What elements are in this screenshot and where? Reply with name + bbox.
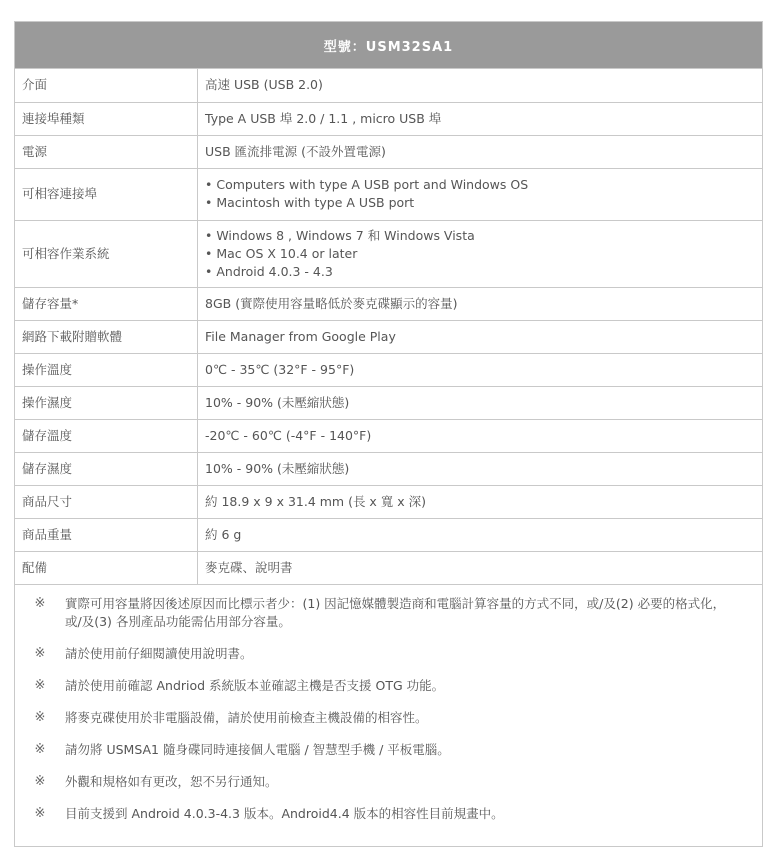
note-text: 目前支援到 Android 4.0.3-4.3 版本。Android4.4 版本的相容性目前規畫中。 (65, 805, 504, 821)
note-text: 請勿將 USMSA1 隨身碟同時連接個人電腦 / 智慧型手機 / 平板電腦。 (65, 741, 450, 757)
note-text: 請於使用前確認 Andriod 系統版本並確認主機是否支援 OTG 功能。 (65, 677, 445, 693)
note-text: 請於使用前仔細閱讀使用說明書。 (65, 645, 253, 661)
spec-row-interface (15, 69, 762, 102)
spec-value (198, 220, 763, 287)
spec-value: 約 6 g (198, 518, 763, 551)
note-item (15, 645, 762, 663)
spec-row-compatible-os (15, 220, 762, 287)
spec-value: USB 匯流排電源 (不設外置電源) (198, 135, 763, 168)
spec-label: 儲存濕度 (15, 452, 198, 485)
spec-label: 商品尺寸 (15, 485, 198, 518)
spec-value: -20℃ - 60℃ (-4°F - 140°F) (198, 419, 763, 452)
bullet-item: • Android 4.0.3 - 4.3 (205, 263, 333, 279)
spec-value: 高速 USB (USB 2.0) (198, 69, 763, 102)
spec-row-operating-humidity (15, 386, 762, 419)
spec-row-storage-humidity (15, 452, 762, 485)
spec-row-storage-temp (15, 419, 762, 452)
spec-value (198, 168, 763, 220)
bullet-item: • Computers with type A USB port and Windows OS (205, 177, 529, 192)
spec-label: 介面 (15, 69, 198, 102)
spec-label: 電源 (15, 135, 198, 168)
spec-sheet (14, 21, 763, 847)
bullet-item: • Mac OS X 10.4 or later (205, 245, 358, 261)
spec-value: 10% - 90% (未壓縮狀態) (198, 452, 763, 485)
note-item (15, 773, 762, 791)
note-item (15, 709, 762, 727)
note-item (15, 805, 762, 823)
reference-mark-icon: ※ (34, 805, 46, 821)
note-item (15, 595, 762, 631)
reference-mark-icon: ※ (34, 677, 46, 693)
note-item (15, 677, 762, 695)
spec-label: 網路下載附贈軟體 (15, 320, 198, 353)
reference-mark-icon: ※ (34, 595, 46, 611)
spec-row-power (15, 135, 762, 168)
note-text: 實際可用容量將因後述原因而比標示者少：(1) 因記憶媒體製造商和電腦計算容量的方式不同，或/及(2) 必要的格式化，或/及(3) 各別產品功能需佔用部分容量。 (65, 595, 726, 629)
note-item (15, 741, 762, 759)
reference-mark-icon: ※ (34, 773, 46, 789)
spec-value: 8GB (實際使用容量略低於麥克碟顯示的容量) (198, 287, 763, 320)
spec-row-port-type (15, 102, 762, 135)
spec-label: 儲存容量* (15, 287, 198, 320)
spec-label: 連接埠種類 (15, 102, 198, 135)
bullet-item: • Macintosh with type A USB port (205, 195, 415, 210)
reference-mark-icon: ※ (34, 741, 46, 757)
spec-value: 約 18.9 x 9 x 31.4 mm (長 x 寬 x 深) (198, 485, 763, 518)
spec-row-compatible-ports (15, 168, 762, 220)
spec-label: 操作溫度 (15, 353, 198, 386)
spec-label: 操作濕度 (15, 386, 198, 419)
reference-mark-icon: ※ (34, 709, 46, 725)
note-text: 外觀和規格如有更改，恕不另行通知。 (65, 773, 278, 789)
spec-value: File Manager from Google Play (198, 320, 763, 353)
spec-label: 商品重量 (15, 518, 198, 551)
spec-value: Type A USB 埠 2.0 / 1.1 , micro USB 埠 (198, 102, 763, 135)
spec-row-capacity (15, 287, 762, 320)
reference-mark-icon: ※ (34, 645, 46, 661)
spec-row-weight (15, 518, 762, 551)
spec-label: 可相容作業系統 (15, 220, 198, 287)
model-title: 型號：USM32SA1 (15, 22, 762, 69)
spec-label: 儲存溫度 (15, 419, 198, 452)
spec-label: 可相容連接埠 (15, 168, 198, 220)
spec-table (15, 69, 762, 585)
spec-row-operating-temp (15, 353, 762, 386)
note-text: 將麥克碟使用於非電腦設備，請於使用前檢查主機設備的相容性。 (65, 709, 428, 725)
spec-row-accessories (15, 551, 762, 584)
notes-section (15, 585, 762, 823)
spec-row-software (15, 320, 762, 353)
spec-value: 麥克碟、說明書 (198, 551, 763, 584)
bullet-item: • Windows 8 , Windows 7 和 Windows Vista (205, 227, 475, 243)
spec-row-dimensions (15, 485, 762, 518)
spec-value: 10% - 90% (未壓縮狀態) (198, 386, 763, 419)
spec-value: 0℃ - 35℃ (32°F - 95°F) (198, 353, 763, 386)
spec-label: 配備 (15, 551, 198, 584)
